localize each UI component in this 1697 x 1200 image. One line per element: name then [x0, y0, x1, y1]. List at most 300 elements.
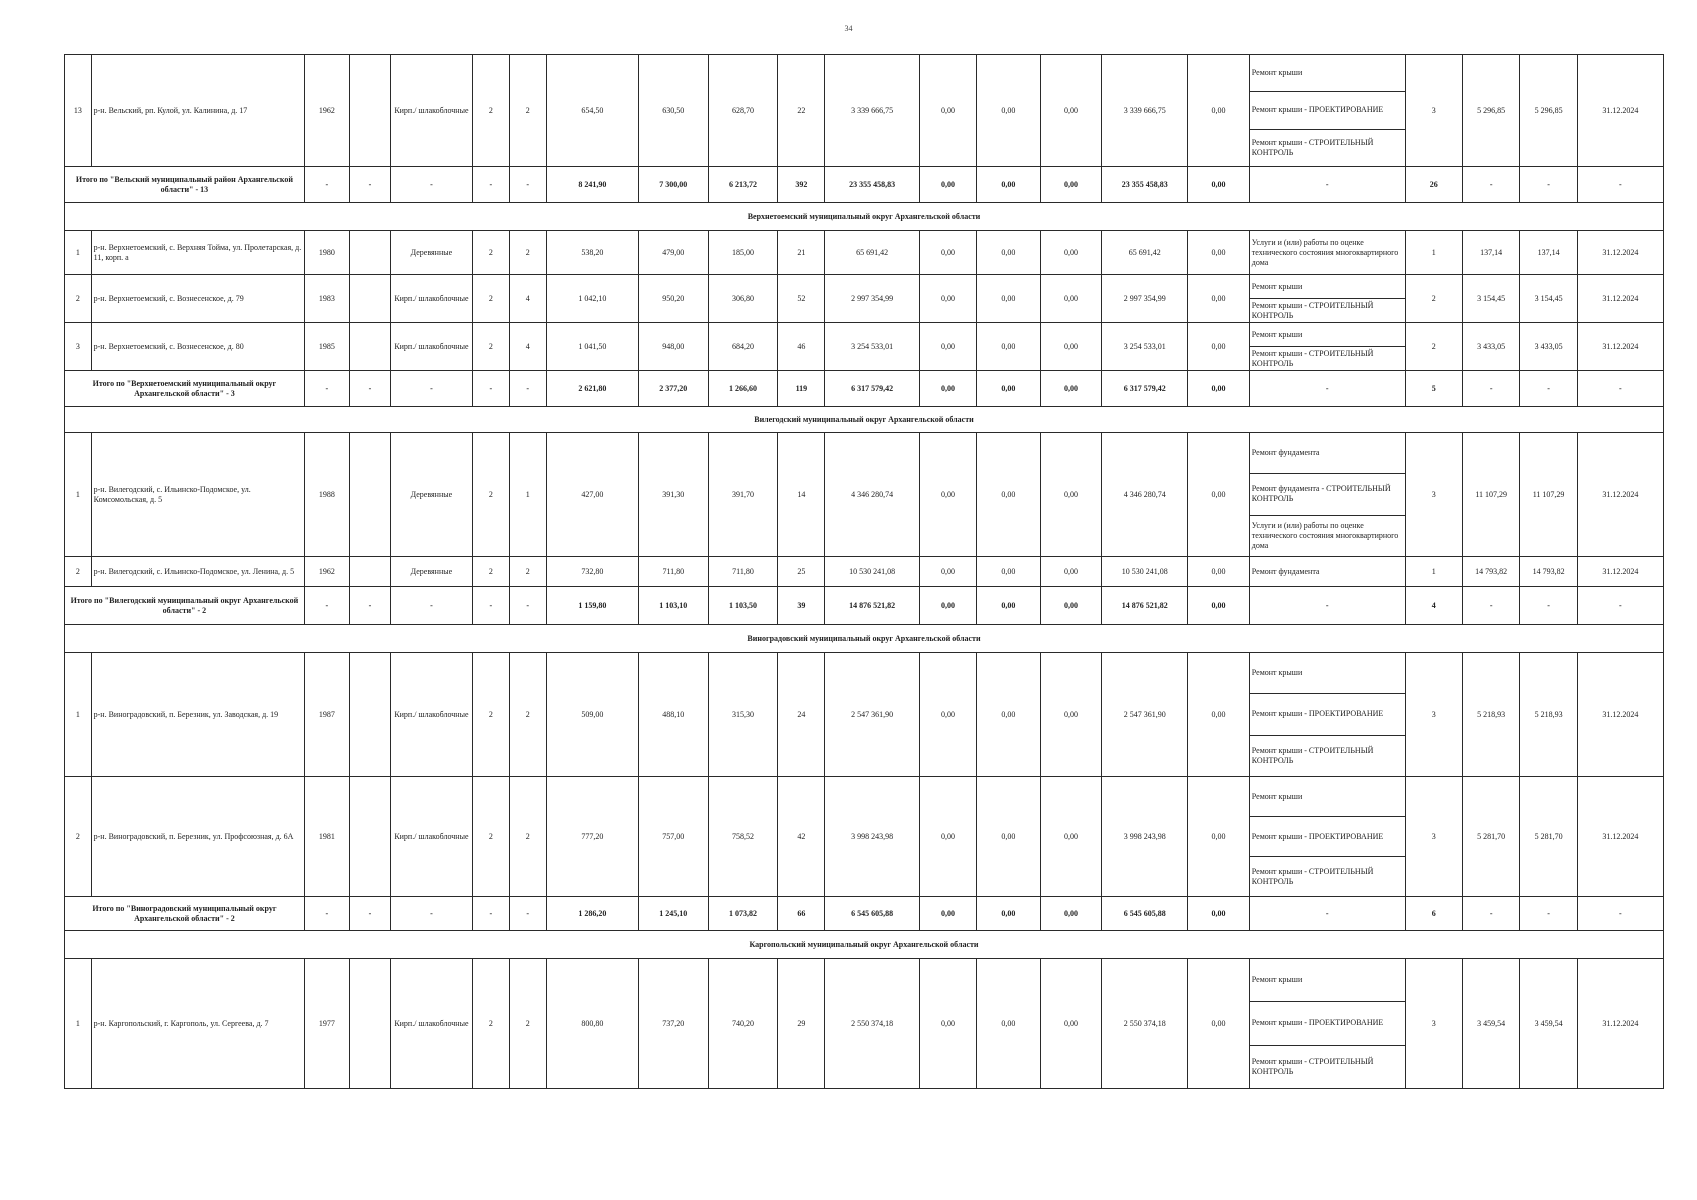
value-p1: 5 281,70 — [1462, 777, 1519, 897]
build-year: 1983 — [304, 275, 349, 323]
subtotal-people: 39 — [778, 587, 825, 625]
entrances-count: 4 — [509, 323, 546, 371]
dash-cell: - — [390, 897, 472, 931]
wall-material: Кирп./ шлакоблочные — [390, 275, 472, 323]
row-number: 13 — [65, 55, 92, 167]
value-cnt: 3 — [1405, 959, 1462, 1089]
value-f3: 0,00 — [1040, 323, 1102, 371]
floors-count: 2 — [472, 959, 509, 1089]
work-item: Ремонт крыши — [1250, 653, 1405, 694]
subtotal-a2: 1 245,10 — [638, 897, 708, 931]
value-a1: 1 041,50 — [546, 323, 638, 371]
value-f3: 0,00 — [1040, 433, 1102, 557]
address-cell: р-н. Вельский, рп. Кулой, ул. Калинина, д. 17 — [91, 55, 304, 167]
works-list — [1250, 959, 1405, 1088]
empty-cell — [349, 959, 390, 1089]
subtotal-a1: 1 159,80 — [546, 587, 638, 625]
value-f5: 0,00 — [1188, 231, 1250, 275]
value-f3: 0,00 — [1040, 777, 1102, 897]
subtotal-w: - — [1249, 371, 1405, 407]
empty-cell — [349, 323, 390, 371]
value-a2: 711,80 — [638, 557, 708, 587]
value-a2: 757,00 — [638, 777, 708, 897]
subtotal-a1: 2 621,80 — [546, 371, 638, 407]
value-p2: 137,14 — [1520, 231, 1577, 275]
value-f4: 3 254 533,01 — [1102, 323, 1188, 371]
section-header-row — [65, 625, 1664, 653]
value-a2: 630,50 — [638, 55, 708, 167]
row-number: 1 — [65, 433, 92, 557]
subtotal-a1: 8 241,90 — [546, 167, 638, 203]
section-title: Верхнетоемский муниципальный округ Архангельской области — [65, 203, 1664, 231]
value-cost: 3 339 666,75 — [825, 55, 919, 167]
value-a3: 711,80 — [708, 557, 778, 587]
object-row — [65, 433, 1664, 557]
value-date: 31.12.2024 — [1577, 777, 1663, 897]
wall-material: Кирп./ шлакоблочные — [390, 55, 472, 167]
value-f5: 0,00 — [1188, 323, 1250, 371]
value-a3: 684,20 — [708, 323, 778, 371]
dash-cell: - — [349, 897, 390, 931]
value-a3: 306,80 — [708, 275, 778, 323]
value-f3: 0,00 — [1040, 557, 1102, 587]
value-a1: 654,50 — [546, 55, 638, 167]
subtotal-p2: - — [1520, 587, 1577, 625]
subtotal-f2: 0,00 — [977, 897, 1041, 931]
table-body — [65, 55, 1664, 1089]
subtotal-a1: 1 286,20 — [546, 897, 638, 931]
value-cnt: 3 — [1405, 653, 1462, 777]
works-list — [1250, 777, 1405, 896]
subtotal-a2: 1 103,10 — [638, 587, 708, 625]
subtotal-p2: - — [1520, 897, 1577, 931]
subtotal-f2: 0,00 — [977, 371, 1041, 407]
empty-cell — [349, 557, 390, 587]
works-list — [1250, 433, 1405, 556]
works-cell — [1249, 777, 1405, 897]
section-title: Вилегодский муниципальный округ Архангельской области — [65, 407, 1664, 433]
value-f1: 0,00 — [919, 55, 976, 167]
floors-count: 2 — [472, 777, 509, 897]
value-people: 25 — [778, 557, 825, 587]
value-people: 29 — [778, 959, 825, 1089]
value-f4: 65 691,42 — [1102, 231, 1188, 275]
value-a2: 948,00 — [638, 323, 708, 371]
dash-cell: - — [472, 587, 509, 625]
empty-cell — [349, 433, 390, 557]
work-item: Ремонт крыши - ПРОЕКТИРОВАНИЕ — [1250, 817, 1405, 857]
dash-cell: - — [390, 167, 472, 203]
value-cost: 4 346 280,74 — [825, 433, 919, 557]
works-cell — [1249, 557, 1405, 587]
value-f1: 0,00 — [919, 653, 976, 777]
value-f4: 2 997 354,99 — [1102, 275, 1188, 323]
value-f3: 0,00 — [1040, 231, 1102, 275]
work-item: Ремонт крыши - СТРОИТЕЛЬНЫЙ КОНТРОЛЬ — [1251, 348, 1374, 368]
value-cnt: 3 — [1405, 777, 1462, 897]
work-item: Ремонт крыши - СТРОИТЕЛЬНЫЙ КОНТРОЛЬ — [1251, 1056, 1374, 1076]
value-p2: 3 433,05 — [1520, 323, 1577, 371]
build-year: 1985 — [304, 323, 349, 371]
work-item: Ремонт фундамента — [1250, 433, 1405, 474]
value-f2: 0,00 — [977, 959, 1041, 1089]
value-p1: 11 107,29 — [1462, 433, 1519, 557]
subtotal-date: - — [1577, 167, 1663, 203]
floors-count: 2 — [472, 557, 509, 587]
value-a3: 740,20 — [708, 959, 778, 1089]
subtotal-row — [65, 371, 1664, 407]
object-row — [65, 231, 1664, 275]
work-item: Ремонт крыши - ПРОЕКТИРОВАНИЕ — [1250, 92, 1405, 129]
value-p1: 5 296,85 — [1462, 55, 1519, 167]
build-year: 1981 — [304, 777, 349, 897]
value-f1: 0,00 — [919, 231, 976, 275]
value-people: 52 — [778, 275, 825, 323]
value-cost: 2 547 361,90 — [825, 653, 919, 777]
wall-material: Деревянные — [390, 433, 472, 557]
wall-material: Кирп./ шлакоблочные — [390, 653, 472, 777]
subtotal-a3: 1 266,60 — [708, 371, 778, 407]
work-item: Ремонт крыши — [1250, 959, 1405, 1002]
subtotal-a3: 6 213,72 — [708, 167, 778, 203]
subtotal-w: - — [1249, 167, 1405, 203]
entrances-count: 2 — [509, 959, 546, 1089]
subtotal-f4: 6 545 605,88 — [1102, 897, 1188, 931]
value-f5: 0,00 — [1188, 557, 1250, 587]
build-year: 1977 — [304, 959, 349, 1089]
object-row — [65, 959, 1664, 1089]
row-number: 2 — [65, 777, 92, 897]
row-number: 1 — [65, 231, 92, 275]
value-f3: 0,00 — [1040, 275, 1102, 323]
object-row — [65, 323, 1664, 371]
value-a1: 427,00 — [546, 433, 638, 557]
subtotal-p1: - — [1462, 167, 1519, 203]
subtotal-row — [65, 897, 1664, 931]
value-a2: 488,10 — [638, 653, 708, 777]
subtotal-a3: 1 103,50 — [708, 587, 778, 625]
value-f2: 0,00 — [977, 557, 1041, 587]
value-people: 14 — [778, 433, 825, 557]
works-cell — [1249, 231, 1405, 275]
page-number: 34 — [844, 24, 853, 33]
address-cell: р-н. Вилегодский, с. Ильинско-Подомское, ул. Комсомольская, д. 5 — [91, 433, 304, 557]
subtotal-cnt: 6 — [1405, 897, 1462, 931]
value-p1: 5 218,93 — [1462, 653, 1519, 777]
works-cell — [1249, 653, 1405, 777]
object-row — [65, 777, 1664, 897]
value-cost: 10 530 241,08 — [825, 557, 919, 587]
row-number: 2 — [65, 557, 92, 587]
works-list — [1250, 55, 1405, 166]
value-f4: 10 530 241,08 — [1102, 557, 1188, 587]
subtotal-f4: 14 876 521,82 — [1102, 587, 1188, 625]
value-f5: 0,00 — [1188, 959, 1250, 1089]
object-row — [65, 557, 1664, 587]
value-a1: 800,80 — [546, 959, 638, 1089]
empty-cell — [349, 231, 390, 275]
address-cell: р-н. Вилегодский, с. Ильинско-Подомское, ул. Ленина, д. 5 — [91, 557, 304, 587]
value-cnt: 3 — [1405, 55, 1462, 167]
subtotal-f1: 0,00 — [919, 587, 976, 625]
address-cell: р-н. Виноградовский, п. Березник, ул. Профсоюзная, д. 6А — [91, 777, 304, 897]
empty-cell — [349, 55, 390, 167]
address-cell: р-н. Каргопольский, г. Каргополь, ул. Сергеева, д. 7 — [91, 959, 304, 1089]
value-f3: 0,00 — [1040, 653, 1102, 777]
section-title: Виноградовский муниципальный округ Архангельской области — [65, 625, 1664, 653]
value-people: 42 — [778, 777, 825, 897]
value-a3: 315,30 — [708, 653, 778, 777]
value-a3: 391,70 — [708, 433, 778, 557]
value-p1: 137,14 — [1462, 231, 1519, 275]
value-date: 31.12.2024 — [1577, 557, 1663, 587]
dash-cell: - — [304, 371, 349, 407]
subtotal-label: Итого по "Вилегодский муниципальный округ Архангельской области" - 2 — [65, 587, 305, 625]
address-cell: р-н. Верхнетоемский, с. Вознесенское, д. 79 — [91, 275, 304, 323]
address-cell: р-н. Виноградовский, п. Березник, ул. Заводская, д. 19 — [91, 653, 304, 777]
wall-material: Деревянные — [390, 557, 472, 587]
empty-cell — [349, 653, 390, 777]
build-year: 1988 — [304, 433, 349, 557]
row-number: 1 — [65, 653, 92, 777]
value-f4: 2 550 374,18 — [1102, 959, 1188, 1089]
dash-cell: - — [304, 587, 349, 625]
value-f3: 0,00 — [1040, 55, 1102, 167]
section-header-row — [65, 931, 1664, 959]
section-header-row — [65, 407, 1664, 433]
value-date: 31.12.2024 — [1577, 433, 1663, 557]
subtotal-f3: 0,00 — [1040, 587, 1102, 625]
value-cnt: 1 — [1405, 231, 1462, 275]
subtotal-cnt: 4 — [1405, 587, 1462, 625]
subtotal-f3: 0,00 — [1040, 897, 1102, 931]
subtotal-f2: 0,00 — [977, 167, 1041, 203]
works-list — [1250, 653, 1405, 776]
value-p2: 5 218,93 — [1520, 653, 1577, 777]
subtotal-date: - — [1577, 587, 1663, 625]
subtotal-row — [65, 167, 1664, 203]
build-year: 1980 — [304, 231, 349, 275]
subtotal-cost: 6 545 605,88 — [825, 897, 919, 931]
work-item: Ремонт крыши - ПРОЕКТИРОВАНИЕ — [1250, 1002, 1405, 1045]
value-f5: 0,00 — [1188, 777, 1250, 897]
dash-cell: - — [472, 167, 509, 203]
subtotal-f2: 0,00 — [977, 587, 1041, 625]
value-a2: 479,00 — [638, 231, 708, 275]
dash-cell: - — [472, 371, 509, 407]
value-date: 31.12.2024 — [1577, 959, 1663, 1089]
dash-cell: - — [509, 897, 546, 931]
value-a1: 777,20 — [546, 777, 638, 897]
entrances-count: 2 — [509, 777, 546, 897]
floors-count: 2 — [472, 653, 509, 777]
work-item: Услуги и (или) работы по оценке технического состояния многоквартирного дома — [1251, 520, 1399, 550]
value-p1: 3 459,54 — [1462, 959, 1519, 1089]
value-people: 24 — [778, 653, 825, 777]
subtotal-a2: 2 377,20 — [638, 371, 708, 407]
subtotal-f5: 0,00 — [1188, 587, 1250, 625]
value-cost: 3 998 243,98 — [825, 777, 919, 897]
work-item: Ремонт крыши — [1250, 323, 1405, 347]
value-a3: 628,70 — [708, 55, 778, 167]
value-a1: 732,80 — [546, 557, 638, 587]
value-f5: 0,00 — [1188, 275, 1250, 323]
value-cost: 2 550 374,18 — [825, 959, 919, 1089]
capital-repair-register-table — [64, 54, 1664, 1089]
dash-cell: - — [349, 167, 390, 203]
value-people: 22 — [778, 55, 825, 167]
value-f2: 0,00 — [977, 323, 1041, 371]
address-cell: р-н. Верхнетоемский, с. Верхняя Тойма, ул. Пролетарская, д. 11, корп. а — [91, 231, 304, 275]
entrances-count: 2 — [509, 653, 546, 777]
value-cnt: 3 — [1405, 433, 1462, 557]
value-f4: 4 346 280,74 — [1102, 433, 1188, 557]
dash-cell: - — [509, 587, 546, 625]
value-f1: 0,00 — [919, 959, 976, 1089]
value-date: 31.12.2024 — [1577, 55, 1663, 167]
build-year: 1962 — [304, 557, 349, 587]
subtotal-date: - — [1577, 897, 1663, 931]
subtotal-cost: 23 355 458,83 — [825, 167, 919, 203]
subtotal-people: 392 — [778, 167, 825, 203]
work-item: Ремонт крыши — [1250, 777, 1405, 817]
dash-cell: - — [349, 371, 390, 407]
value-date: 31.12.2024 — [1577, 231, 1663, 275]
subtotal-f3: 0,00 — [1040, 167, 1102, 203]
subtotal-label: Итого по "Верхнетоемский муниципальный округ Архангельской области" - 3 — [65, 371, 305, 407]
value-f1: 0,00 — [919, 275, 976, 323]
value-f5: 0,00 — [1188, 433, 1250, 557]
dash-cell: - — [509, 167, 546, 203]
value-f2: 0,00 — [977, 231, 1041, 275]
works-list — [1250, 231, 1405, 274]
wall-material: Кирп./ шлакоблочные — [390, 323, 472, 371]
work-item: Ремонт крыши - СТРОИТЕЛЬНЫЙ КОНТРОЛЬ — [1251, 866, 1374, 886]
works-cell — [1249, 433, 1405, 557]
value-f2: 0,00 — [977, 433, 1041, 557]
value-cnt: 2 — [1405, 323, 1462, 371]
floors-count: 2 — [472, 433, 509, 557]
value-cnt: 2 — [1405, 275, 1462, 323]
works-cell — [1249, 959, 1405, 1089]
works-list — [1250, 275, 1405, 322]
entrances-count: 2 — [509, 55, 546, 167]
value-p1: 14 793,82 — [1462, 557, 1519, 587]
work-item: Услуги и (или) работы по оценке технического состояния многоквартирного дома — [1251, 237, 1399, 267]
value-f2: 0,00 — [977, 653, 1041, 777]
subtotal-f5: 0,00 — [1188, 371, 1250, 407]
value-cost: 2 997 354,99 — [825, 275, 919, 323]
value-f4: 3 998 243,98 — [1102, 777, 1188, 897]
dash-cell: - — [349, 587, 390, 625]
entrances-count: 2 — [509, 231, 546, 275]
subtotal-p1: - — [1462, 897, 1519, 931]
value-f5: 0,00 — [1188, 55, 1250, 167]
value-f4: 3 339 666,75 — [1102, 55, 1188, 167]
value-a3: 185,00 — [708, 231, 778, 275]
row-number: 2 — [65, 275, 92, 323]
value-f5: 0,00 — [1188, 653, 1250, 777]
subtotal-w: - — [1249, 897, 1405, 931]
subtotal-cnt: 5 — [1405, 371, 1462, 407]
build-year: 1962 — [304, 55, 349, 167]
work-item: Ремонт крыши - СТРОИТЕЛЬНЫЙ КОНТРОЛЬ — [1251, 745, 1374, 765]
dash-cell: - — [304, 897, 349, 931]
subtotal-row — [65, 587, 1664, 625]
work-item: Ремонт крыши - СТРОИТЕЛЬНЫЙ КОНТРОЛЬ — [1251, 137, 1374, 157]
subtotal-cost: 14 876 521,82 — [825, 587, 919, 625]
object-row — [65, 55, 1664, 167]
value-a2: 391,30 — [638, 433, 708, 557]
subtotal-p1: - — [1462, 587, 1519, 625]
value-date: 31.12.2024 — [1577, 653, 1663, 777]
floors-count: 2 — [472, 323, 509, 371]
value-a1: 509,00 — [546, 653, 638, 777]
dash-cell: - — [304, 167, 349, 203]
subtotal-cost: 6 317 579,42 — [825, 371, 919, 407]
subtotal-f4: 6 317 579,42 — [1102, 371, 1188, 407]
subtotal-label: Итого по "Вельский муниципальный район Архангельской области" - 13 — [65, 167, 305, 203]
value-cost: 3 254 533,01 — [825, 323, 919, 371]
section-title: Каргопольский муниципальный округ Архангельской области — [65, 931, 1664, 959]
value-date: 31.12.2024 — [1577, 323, 1663, 371]
work-item: Ремонт фундамента - СТРОИТЕЛЬНЫЙ КОНТРОЛЬ — [1250, 474, 1405, 515]
subtotal-p2: - — [1520, 167, 1577, 203]
entrances-count: 4 — [509, 275, 546, 323]
object-row — [65, 653, 1664, 777]
works-cell — [1249, 55, 1405, 167]
subtotal-a3: 1 073,82 — [708, 897, 778, 931]
subtotal-f4: 23 355 458,83 — [1102, 167, 1188, 203]
wall-material: Кирп./ шлакоблочные — [390, 959, 472, 1089]
value-cnt: 1 — [1405, 557, 1462, 587]
floors-count: 2 — [472, 55, 509, 167]
wall-material: Деревянные — [390, 231, 472, 275]
value-p2: 11 107,29 — [1520, 433, 1577, 557]
subtotal-cnt: 26 — [1405, 167, 1462, 203]
subtotal-f3: 0,00 — [1040, 371, 1102, 407]
value-f1: 0,00 — [919, 777, 976, 897]
value-f1: 0,00 — [919, 433, 976, 557]
subtotal-f1: 0,00 — [919, 897, 976, 931]
value-a3: 758,52 — [708, 777, 778, 897]
subtotal-f5: 0,00 — [1188, 897, 1250, 931]
value-date: 31.12.2024 — [1577, 275, 1663, 323]
value-p1: 3 154,45 — [1462, 275, 1519, 323]
works-cell — [1249, 275, 1405, 323]
value-f4: 2 547 361,90 — [1102, 653, 1188, 777]
value-p2: 14 793,82 — [1520, 557, 1577, 587]
work-item: Ремонт фундамента — [1251, 566, 1320, 576]
work-item: Ремонт крыши - СТРОИТЕЛЬНЫЙ КОНТРОЛЬ — [1251, 300, 1374, 320]
works-cell — [1249, 323, 1405, 371]
works-list — [1250, 323, 1405, 370]
subtotal-people: 66 — [778, 897, 825, 931]
value-a2: 950,20 — [638, 275, 708, 323]
value-a1: 538,20 — [546, 231, 638, 275]
object-row — [65, 275, 1664, 323]
value-a2: 737,20 — [638, 959, 708, 1089]
value-f2: 0,00 — [977, 55, 1041, 167]
floors-count: 2 — [472, 231, 509, 275]
dash-cell: - — [509, 371, 546, 407]
value-people: 21 — [778, 231, 825, 275]
subtotal-f1: 0,00 — [919, 167, 976, 203]
subtotal-a2: 7 300,00 — [638, 167, 708, 203]
value-f2: 0,00 — [977, 275, 1041, 323]
work-item: Ремонт крыши - ПРОЕКТИРОВАНИЕ — [1250, 694, 1405, 735]
row-number: 1 — [65, 959, 92, 1089]
